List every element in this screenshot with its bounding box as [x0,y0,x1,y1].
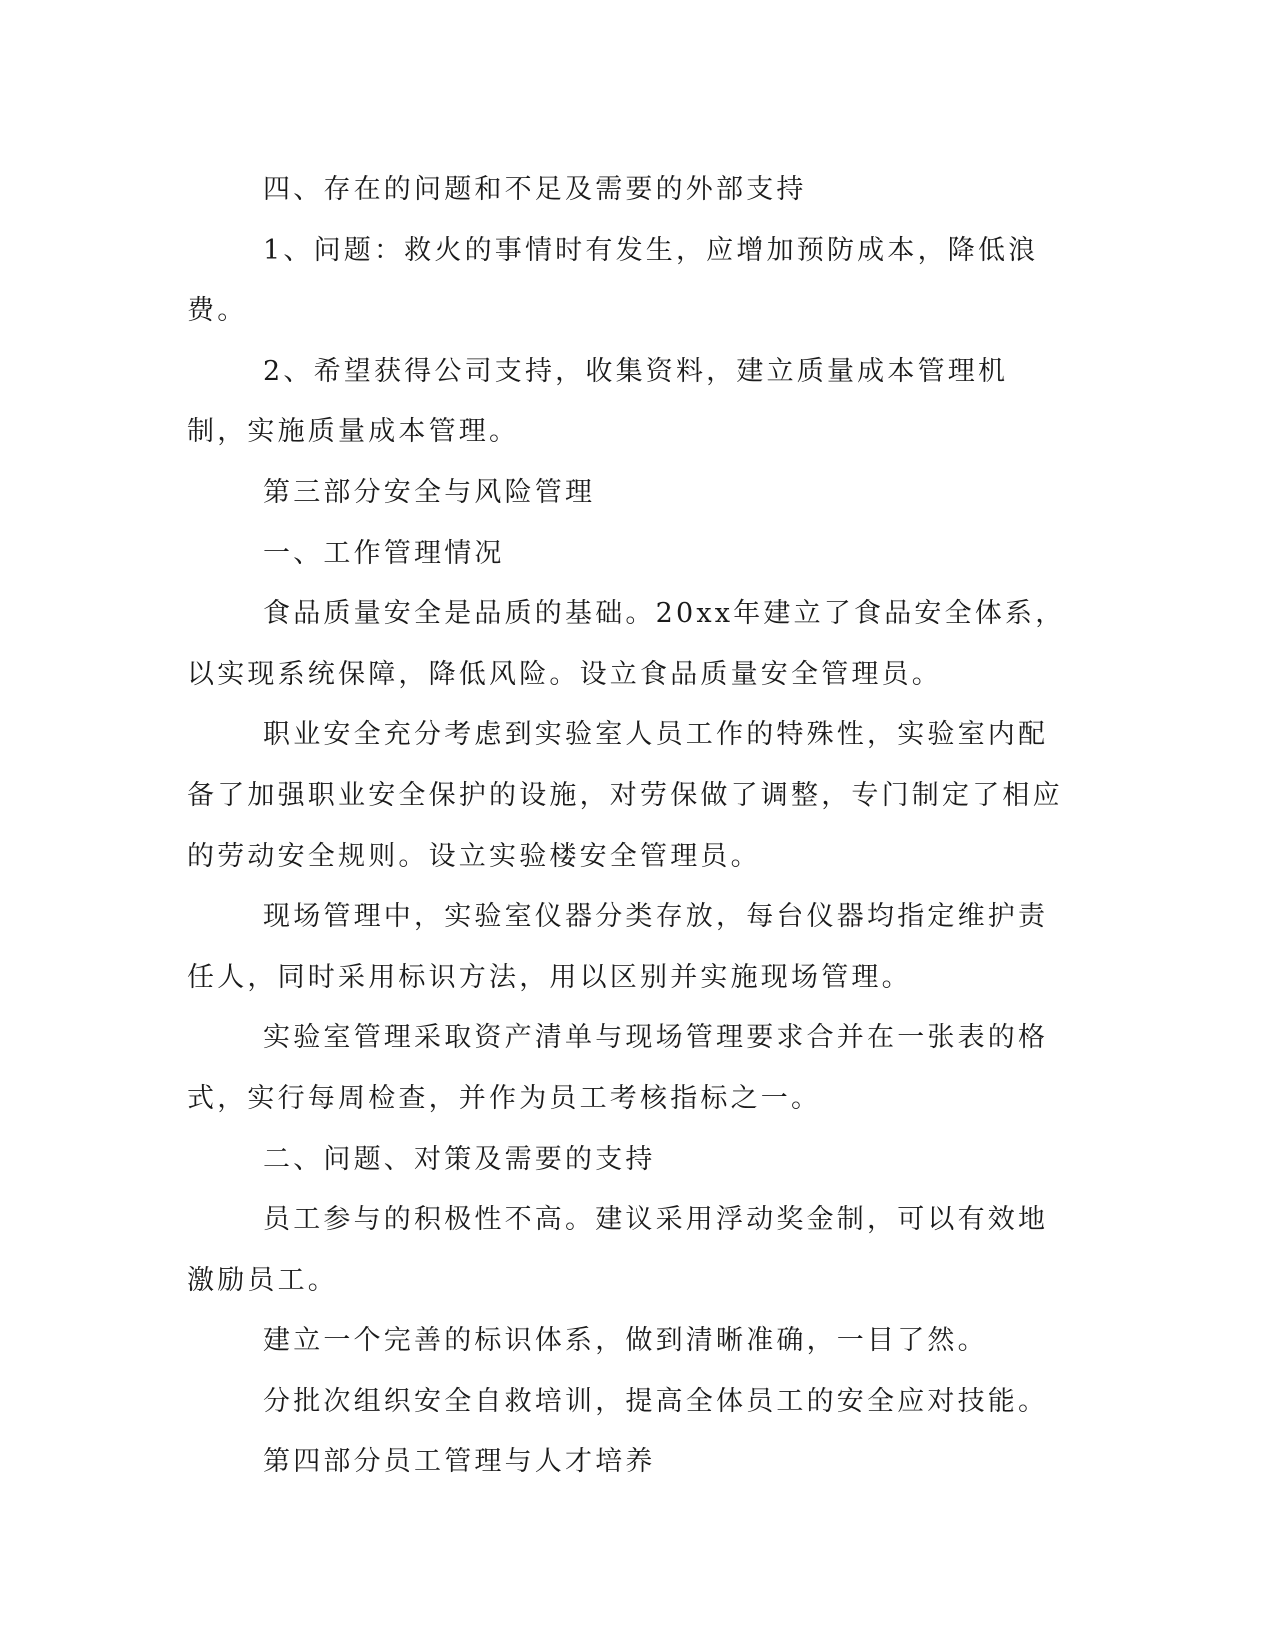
paragraph-safety-training: 分批次组织安全自救培训，提高全体员工的安全应对技能。 [263,1385,1049,1417]
paragraph-problem-2: 2、希望获得公司支持，收集资料，建立质量成本管理机制，实施质量成本管理。 [187,355,1009,448]
paragraph-occupational-safety: 职业安全充分考虑到实验室人员工作的特殊性，实验室内配备了加强职业安全保护的设施，对劳保做了调整，专门制定了相应的劳动安全规则。设立实验楼安全管理员。 [187,719,1063,872]
part-heading-safety-risk: 第三部分安全与风险管理 [263,476,596,508]
section-heading-problems: 四、存在的问题和不足及需要的外部支持 [263,174,807,205]
paragraph-lab-management: 实验室管理采取资产清单与现场管理要求合并在一张表的格式，实行每周检查，并作为员工考核指标之一。 [187,1022,1049,1114]
paragraph-problem-1: 1、问题：救火的事情时有发生，应增加预防成本，降低浪费。 [187,234,1039,327]
paragraph-site-management: 现场管理中，实验室仪器分类存放，每台仪器均指定维护责任人，同时采用标识方法，用以区别并实施现场管理。 [187,901,1049,993]
part-heading-staff-management: 第四部分员工管理与人才培养 [263,1446,656,1478]
document-body [187,160,1067,1493]
section-heading-work-management: 一、工作管理情况 [263,537,505,569]
paragraph-food-safety: 食品质量安全是品质的基础。20xx年建立了食品安全体系，以实现系统保障，降低风险。设立食品质量安全管理员。 [187,598,1066,690]
paragraph-employee-motivation: 员工参与的积极性不高。建议采用浮动奖金制，可以有效地激励员工。 [187,1204,1049,1296]
section-heading-issues-support: 二、问题、对策及需要的支持 [263,1143,656,1175]
paragraph-marking-system: 建立一个完善的标识体系，做到清晰准确，一目了然。 [263,1325,988,1357]
